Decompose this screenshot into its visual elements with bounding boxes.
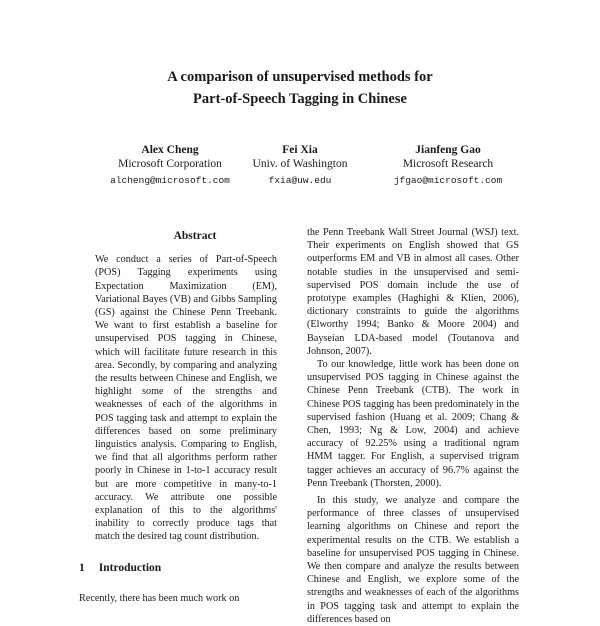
author-email: alcheng@microsoft.com — [110, 175, 230, 186]
author-affiliation: Microsoft Research — [402, 158, 494, 170]
author-block — [363, 143, 533, 188]
right-column — [307, 226, 519, 626]
section-title: Introduction — [98, 562, 162, 574]
author-affiliation: Microsoft Corporation — [118, 158, 222, 170]
paper-title-line-1: A comparison of unsupervised methods for — [167, 69, 433, 85]
author-name: Jianfeng Gao — [415, 144, 481, 156]
introduction-text: Recently, there has been much work on — [79, 593, 240, 605]
author-name: Alex Cheng — [141, 144, 199, 156]
body-paragraph: the Penn Treebank Wall Street Journal (WSJ) text. Their experiments on English showed that GS outperforms EM and VB in almost all cases. Other notable studies in the unsupervised and semi-supervised POS domain include the use of prototype examples (Haghighi & Klien, 2006), dictionary constraints to guide the algorithms (Elworthy 1994; Banko & Moore 2004) and Bayseian LDA-based model (Toutanova and Johnson, 2007). — [307, 227, 519, 357]
author-email: fxia@uw.edu — [268, 175, 332, 186]
body-paragraph: To our knowledge, little work has been done on unsupervised POS tagging in Chinese against the Chinese Penn Treebank (CTB). The work in Chinese POS tagging has been predominately in the supervised fashion (Huang et al. 2009; Chang & Chen, 1993; Ng & Low, 2004) and achieve accuracy of 92.25% using a traditional ngram HMM tagger. For English, a supervised trigram tagger achieves an accuracy of 96.7% against the Penn Treebank (Thorsten, 2000). — [307, 359, 519, 489]
author-affiliation: Univ. of Washington — [252, 158, 348, 170]
left-column — [95, 230, 295, 544]
author-email: jfgao@microsoft.com — [393, 175, 503, 186]
author-block — [215, 143, 385, 188]
abstract-text: We conduct a series of Part-of-Speech (POS) Tagging experiments using Expectation Maximization (EM), Variational Bayes (VB) and Gibbs Sampling (GS) against the Chinese Penn Treebank. We want to first establish a baseline for unsupervised POS tagging in Chinese, which will facilitate future research in this area. Secondly, by comparing and analyzing the results between Chinese and English, we highlight some of the strengths and weaknesses of each of the algorithms in POS tagging task and attempt to explain the differences based on some preliminary linguistics analysis. Comparing to English, we find that all algorithms perform rather poorly in Chinese in 1-to-1 accuracy result but are more competitive in many-to-1 accuracy. We attribute one possible explanation of this to the algorithms' inability to correctly produce tags that match the desired tag count distribution. — [95, 254, 277, 543]
abstract-heading: Abstract — [173, 230, 217, 242]
section-heading-introduction — [79, 562, 161, 574]
author-name: Fei Xia — [282, 144, 318, 156]
section-number: 1 — [79, 562, 85, 574]
body-paragraph: In this study, we analyze and compare the performance of three classes of unsupervised learning algorithms on Chinese and report the experimental results on the CTB. We establish a baseline for unsupervised POS tagging in Chinese. We then compare and analyze the results between Chinese and English, we explore some of the strengths and weaknesses of each of the algorithms in POS tagging task and attempt to explain the differences based on — [307, 495, 519, 625]
paper-title-line-2: Part-of-Speech Tagging in Chinese — [193, 91, 407, 107]
